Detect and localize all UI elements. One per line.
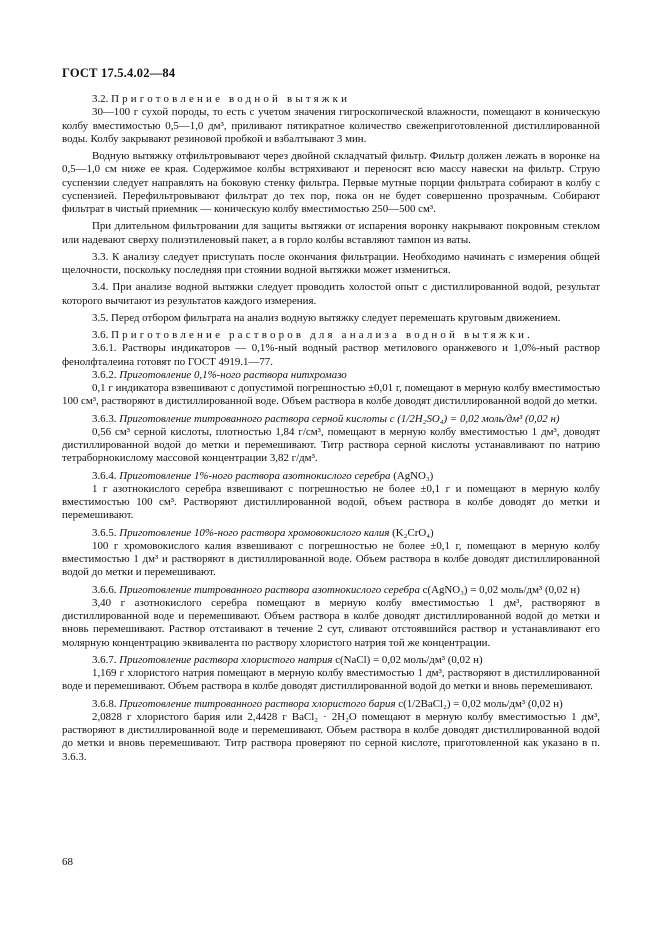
section-number: 3.6.4.: [92, 469, 120, 482]
section-3-6-6-body: 3,40 г азотнокислого серебра помещают в мерную колбу вместимостью 1 дм³, растворяют в дистиллированной воде и перемешивают. Объем раствора в колбе доводят дистиллированной водой до метки и вновь перемешивают. Раствор отстаивают в течение 2 сут, сливают отстоявшийся раствор и устанавливают его молярную концентрацию эквивалента по раствору хлористого натрия той же концентрации.: [62, 596, 600, 649]
chemical-formula: (AgNO₃): [390, 469, 434, 482]
section-number: 3.6.2.: [92, 368, 120, 381]
section-3-6-5-heading: [62, 527, 600, 540]
section-3-2-paragraph-2: Водную вытяжку отфильтровывают через двойной складчатый фильтр. Фильтр должен лежать в воронке на 0,5—1,0 см ниже ее края. Содержимое колбы встряхивают и переносят всю массу навески на фильтр. Струю суспензии следует направлять на боковую стенку фильтра. Первые мутные порции фильтрата собирают в колбу с суспензией. Перефильтровывают фильтрат до тех пор, пока он не будет совершенно прозрачным. Собирают фильтрат в чистый приемник — коническую колбу вместимостью 250—500 см³.: [62, 150, 600, 215]
section-number: 3.6.3.: [92, 412, 120, 425]
section-3-2-heading: [62, 93, 600, 106]
section-3-5: 3.5. Перед отбором фильтрата на анализ водную вытяжку следует перемешать круговым движением.: [92, 311, 561, 324]
section-3-3: 3.3. К анализу следует приступать после окончания фильтрации. Необходимо начинать с измерения общей щелочности, поскольку последняя при стоянии водной вытяжки может измениться.: [62, 250, 600, 276]
chemical-formula: c(AgNO₃) = 0,02 моль/дм³ (0,02 н): [419, 583, 580, 596]
section-3-6-3-heading: [62, 413, 600, 426]
section-3-6-8-body: 2,0828 г хлористого бария или 2,4428 г BaCl₂ · 2H₂O помещают в мерную колбу вместимостью 1 дм³, растворяют в дистиллированной воде и перемешивают. Объем раствора в колбе доводят дистиллированной водой до метки и вновь перемешивают. Титр раствора проверяют по серной кислоте, приготовленной как указано в п. 3.6.3.: [62, 710, 600, 763]
section-title: Приготовление титрованного раствора хлористого бария: [119, 697, 396, 710]
section-number: 3.2.: [92, 93, 112, 105]
document-body: [62, 93, 600, 768]
section-3-2-paragraph-3: При длительном фильтровании для защиты вытяжки от испарения воронку накрывают покровным стеклом или надевают сверху полиэтиленовый пакет, а в горло колбы вставляют тампон из ваты.: [62, 220, 600, 246]
section-title: Приготовление 1%-ного раствора азотнокислого серебра: [119, 469, 391, 482]
section-3-6-6-heading: [62, 584, 600, 597]
section-3-6-7-body: 1,169 г хлористого натрия помещают в мерную колбу вместимостью 1 дм³, растворяют в дистиллированной воде и перемешивают. Объем раствора в колбе доводят дистиллированной водой до метки и вновь перемешивают.: [62, 667, 600, 693]
section-3-6-7-heading: [62, 654, 600, 667]
section-number: 3.6.: [92, 329, 112, 341]
section-number: 3.6.8.: [92, 697, 120, 710]
chemical-formula: (K₂CrO₄): [389, 526, 434, 539]
chemical-formula: c(NaCl) = 0,02 моль/дм³ (0,02 н): [332, 653, 483, 666]
section-title: Приготовление раствора хлористого натрия: [119, 653, 333, 666]
section-3-6-2-heading: [62, 369, 600, 382]
section-3-6-heading: [62, 329, 600, 342]
section-number: 3.6.6.: [92, 583, 120, 596]
section-title: Приготовление 10%-ного раствора хромовокислого калия: [119, 526, 390, 539]
section-number: 3.6.5.: [92, 526, 120, 539]
section-3-6-2-body: 0,1 г индикатора взвешивают с допустимой погрешностью ±0,01 г, помещают в мерную колбу вместимостью 100 см³, растворяют в дистиллированной воде. Объем раствора в колбе доводят дистиллированной водой до метки.: [62, 382, 600, 408]
chemical-formula: c(1/2BaCl₂) = 0,02 моль/дм³ (0,02 н): [395, 697, 563, 710]
page-number: 68: [62, 856, 73, 868]
section-3-6-4-body: 1 г азотнокислого серебра взвешивают с погрешностью не более ±0,1 г и помещают в мерную колбу вместимостью 100 см³. Растворяют дистиллированной водой, объем раствора в колбе доводят до метки и перемешивают.: [62, 482, 600, 522]
section-3-2-paragraph-1: 30—100 г сухой породы, то есть с учетом значения гигроскопической влажности, помещают в коническую колбу вместимостью 0,5—1,0 дм³, приливают пятикратное количество свежеприготовленной дистиллированной воды. Колбу закрывают резиновой пробкой и взбалтывают 3 мин.: [62, 106, 600, 145]
section-3-6-8-heading: [62, 698, 600, 711]
section-title: Приготовление титрованного раствора азотнокислого серебра: [119, 583, 420, 596]
section-number: 3.6.7.: [92, 653, 120, 666]
section-title: Приготовление растворов для анализа водной вытяжки.: [111, 329, 534, 341]
section-3-6-3-body: 0,56 см³ серной кислоты, плотностью 1,84 г/см³, помещают в мерную колбу вместимостью 1 дм³, доводят дистиллированной водой до метки и перемешивают. Титр раствора серной кислоты устанавливают по натрию тетраборнокислому массовой концентрации 3,82 г/дм³.: [62, 425, 600, 465]
section-3-4: 3.4. При анализе водной вытяжки следует проводить холостой опыт с дистиллированной водой, результат которого вычитают из результатов каждого измерения.: [62, 281, 600, 307]
document-header: ГОСТ 17.5.4.02—84: [62, 66, 176, 80]
section-title: Приготовление водной вытяжки: [111, 93, 351, 105]
section-3-6-5-body: 100 г хромовокислого калия взвешивают с погрешностью не более ±0,1 г, помещают в мерную колбу вместимостью 1 дм³ и растворяют в дистиллированной воде. Объем раствора в колбе доводят дистиллированной водой до метки и перемешивают.: [62, 539, 600, 579]
section-title: Приготовление 0,1%-ного раствора нитхромазо: [119, 368, 347, 381]
section-3-6-1: 3.6.1. Растворы индикаторов — 0,1%-ный водный раствор метилового оранжевого и 1,0%-ный раствор фенолфталеина готовят по ГОСТ 4919.1—77.: [62, 342, 600, 368]
section-title: Приготовление титрованного раствора серной кислоты c (1/2H₂SO₄) = 0,02 моль/дм³ (0,02 н): [119, 412, 560, 425]
section-3-6-4-heading: [62, 470, 600, 483]
